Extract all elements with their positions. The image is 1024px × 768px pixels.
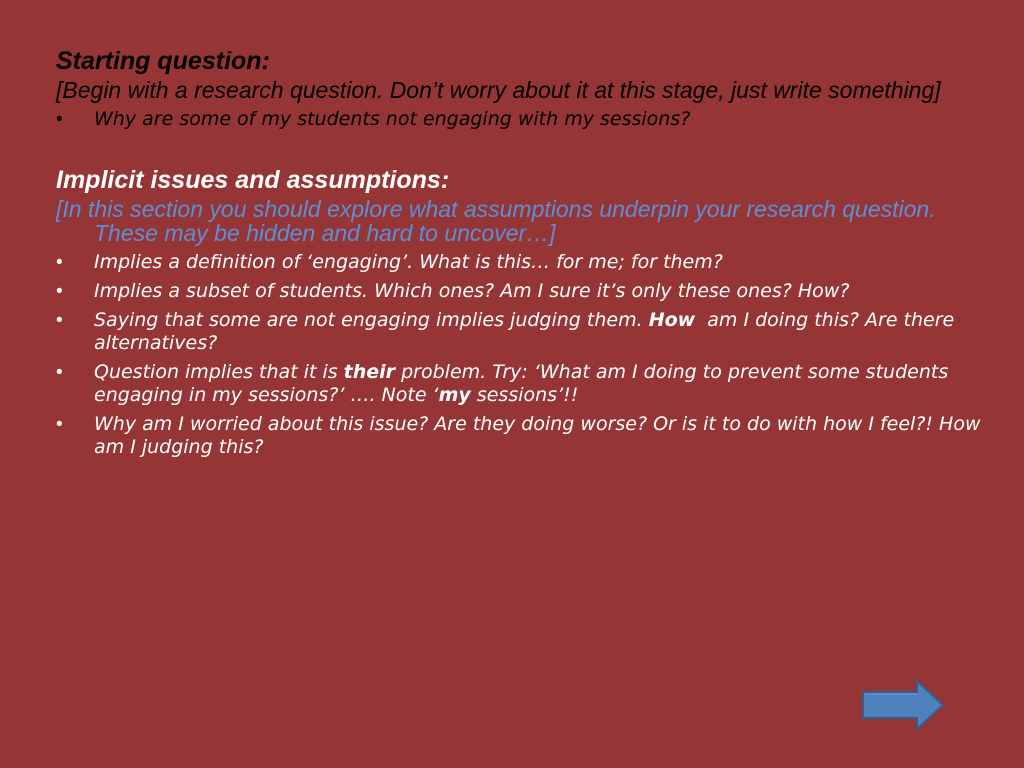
bullet-text: Why are some of my students not engaging with my sessions? — [94, 108, 691, 130]
bullet-icon: • — [56, 281, 63, 302]
bullet-text-middle: problem. Try: ‘What am I doing to prevent some students engaging in my sessions?’ …. Note ‘ — [94, 361, 949, 406]
slide-content — [56, 44, 986, 465]
emphasis-my: my — [438, 384, 471, 406]
starting-question-list — [56, 108, 986, 131]
implicit-issues-list — [56, 251, 986, 459]
list-item — [56, 361, 986, 407]
bullet-icon: • — [56, 310, 63, 331]
list-item — [56, 251, 986, 274]
list-item — [56, 309, 986, 355]
emphasis-how: How — [648, 309, 696, 331]
list-item — [56, 280, 986, 303]
bullet-text: Why am I worried about this issue? Are they doing worse? Or is it to do with how I feel?! How am I judging this? — [94, 413, 981, 458]
bullet-icon: • — [56, 252, 63, 273]
emphasis-their: their — [343, 361, 396, 383]
bullet-text: Implies a subset of students. Which ones? Am I sure it’s only these ones? How? — [94, 280, 850, 302]
right-arrow-icon — [861, 679, 945, 731]
bullet-text: Implies a definition of ‘engaging’. What is this… for me; for them? — [94, 251, 723, 273]
bullet-text-start: Saying that some are not engaging implies judging them. — [94, 309, 649, 331]
bullet-icon: • — [56, 414, 63, 435]
implicit-issues-heading: Implicit issues and assumptions: — [56, 166, 450, 194]
bullet-text-end: am I doing this? Are there alternatives? — [94, 309, 961, 354]
bullet-text-start: Question implies that it is — [94, 361, 344, 383]
bullet-text-end: sessions’!! — [470, 384, 579, 406]
bullet-icon: • — [56, 109, 63, 130]
list-item — [56, 413, 986, 459]
implicit-issues-intro: [In this section you should explore what assumptions underpin your research question. These may be hidden and hard to uncover…] — [56, 196, 936, 246]
bullet-icon: • — [56, 362, 63, 383]
next-slide-button[interactable] — [861, 679, 945, 731]
starting-question-heading: Starting question: — [56, 47, 270, 75]
list-item — [56, 108, 986, 131]
starting-question-intro: [Begin with a research question. Don’t worry about it at this stage, just write something] — [56, 77, 941, 103]
